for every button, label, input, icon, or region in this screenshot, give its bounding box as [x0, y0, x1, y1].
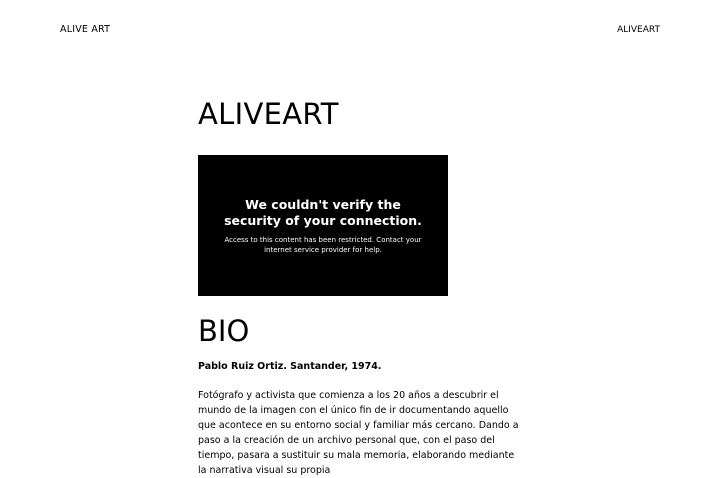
video-embed-blocked	[198, 155, 448, 296]
main-content	[198, 96, 524, 478]
site-header	[0, 0, 720, 60]
bio-paragraph: Fotógrafo y activista que comienza a los 20 años a descubrir el mundo de la imagen con el único fin de ir documentando aquello que acontece en su entorno social y familiar más cercano. Dando a paso a la creación de un archivo personal que, con el paso del tiempo, pasara a sustituir su mala memoria, elaborando mediante la narrativa visual su propia	[198, 390, 519, 476]
bio-lead: Pablo Ruiz Ortiz. Santander, 1974.	[198, 361, 382, 372]
embed-error-heading: We couldn't verify the security of your connection.	[224, 197, 422, 228]
site-logo-link[interactable]: ALIVE ART	[60, 24, 111, 35]
nav-link-aliveart[interactable]: ALIVEART	[617, 25, 660, 35]
embed-error-text: Access to this content has been restricted. Contact your internet service provider for help.	[224, 236, 422, 254]
bio-heading: BIO	[198, 314, 250, 348]
page-title: ALIVEART	[198, 97, 339, 131]
